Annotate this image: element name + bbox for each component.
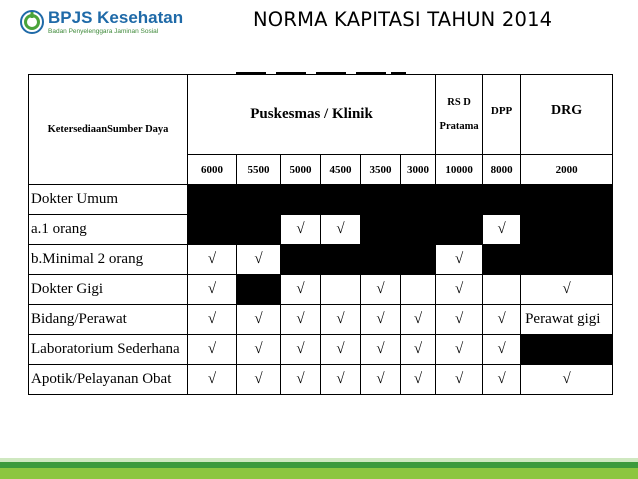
- rate-header: 10000: [436, 155, 483, 185]
- check-cell: √: [436, 305, 483, 335]
- row-label: Bidang/Perawat: [29, 305, 188, 335]
- rate-header: 4500: [321, 155, 361, 185]
- bpjs-emblem-icon: [20, 10, 44, 34]
- rate-header: 3000: [401, 155, 436, 185]
- check-cell: √: [521, 365, 613, 395]
- check-cell: √: [401, 365, 436, 395]
- capitation-table: [28, 74, 613, 395]
- check-cell: √: [483, 215, 521, 245]
- rsd-pratama-header: [436, 75, 483, 155]
- check-cell: √: [188, 335, 237, 365]
- blocked-cell: [188, 185, 237, 215]
- check-cell: √: [237, 305, 281, 335]
- table-body: [29, 185, 613, 395]
- check-cell: √: [281, 275, 321, 305]
- logo-name: BPJS Kesehatan: [48, 8, 184, 27]
- check-cell: √: [361, 335, 401, 365]
- check-cell: √: [281, 365, 321, 395]
- rate-header: 6000: [188, 155, 237, 185]
- blocked-cell: [321, 185, 361, 215]
- check-cell: √: [436, 245, 483, 275]
- check-cell: √: [401, 305, 436, 335]
- check-cell: √: [188, 305, 237, 335]
- blocked-cell: [281, 185, 321, 215]
- check-cell: √: [436, 275, 483, 305]
- empty-cell: [321, 275, 361, 305]
- blocked-cell: [237, 275, 281, 305]
- empty-cell: [483, 275, 521, 305]
- check-cell: √: [281, 305, 321, 335]
- table-row: [29, 185, 613, 215]
- check-cell: √: [483, 305, 521, 335]
- row-label: Apotik/Pelayanan Obat: [29, 365, 188, 395]
- blocked-cell: [401, 185, 436, 215]
- blocked-cell: [237, 185, 281, 215]
- blocked-cell: [483, 185, 521, 215]
- text-cell: Perawat gigi: [521, 305, 613, 335]
- puskesmas-header: Puskesmas / Klinik: [188, 75, 436, 155]
- blocked-cell: [401, 215, 436, 245]
- check-cell: √: [436, 335, 483, 365]
- blocked-cell: [321, 245, 361, 275]
- drg-header: DRG: [521, 75, 613, 155]
- row-label: b.Minimal 2 orang: [29, 245, 188, 275]
- check-cell: √: [361, 365, 401, 395]
- rate-header: 3500: [361, 155, 401, 185]
- check-cell: √: [361, 275, 401, 305]
- check-cell: √: [188, 245, 237, 275]
- blocked-cell: [483, 245, 521, 275]
- table-row: [29, 245, 613, 275]
- check-cell: √: [483, 365, 521, 395]
- check-cell: √: [281, 335, 321, 365]
- table-row: [29, 275, 613, 305]
- check-cell: √: [237, 245, 281, 275]
- check-cell: √: [436, 365, 483, 395]
- check-cell: √: [321, 335, 361, 365]
- rate-header: 2000: [521, 155, 613, 185]
- blocked-cell: [281, 245, 321, 275]
- blocked-cell: [521, 215, 613, 245]
- rsd-line2: Pratama: [439, 120, 479, 132]
- check-cell: √: [361, 305, 401, 335]
- blocked-cell: [521, 335, 613, 365]
- row-label: Dokter Gigi: [29, 275, 188, 305]
- bpjs-logo: [20, 6, 200, 40]
- blocked-cell: [188, 215, 237, 245]
- blocked-cell: [436, 185, 483, 215]
- rate-header: 5500: [237, 155, 281, 185]
- row-label: a.1 orang: [29, 215, 188, 245]
- check-cell: √: [188, 275, 237, 305]
- blocked-cell: [436, 215, 483, 245]
- check-cell: √: [321, 215, 361, 245]
- check-cell: √: [321, 365, 361, 395]
- check-cell: √: [237, 335, 281, 365]
- table-row: [29, 335, 613, 365]
- table-row: [29, 305, 613, 335]
- resource-header: KetersediaanSumber Daya: [29, 75, 188, 185]
- logo-subtext: Badan Penyelenggara Jaminan Sosial: [48, 28, 159, 35]
- check-cell: √: [188, 365, 237, 395]
- blocked-cell: [521, 185, 613, 215]
- blocked-cell: [237, 215, 281, 245]
- empty-cell: [401, 275, 436, 305]
- rate-header: 8000: [483, 155, 521, 185]
- blocked-cell: [361, 215, 401, 245]
- row-label: Dokter Umum: [29, 185, 188, 215]
- blocked-cell: [361, 245, 401, 275]
- rate-header: 5000: [281, 155, 321, 185]
- check-cell: √: [521, 275, 613, 305]
- check-cell: √: [237, 365, 281, 395]
- check-cell: √: [281, 215, 321, 245]
- footer-stripe: [0, 458, 638, 479]
- rsd-line1: RS D: [447, 96, 471, 108]
- dpp-header: DPP: [483, 75, 521, 155]
- table-row: [29, 215, 613, 245]
- blocked-cell: [521, 245, 613, 275]
- check-cell: √: [401, 335, 436, 365]
- check-cell: √: [321, 305, 361, 335]
- check-cell: √: [483, 335, 521, 365]
- blocked-cell: [401, 245, 436, 275]
- blocked-cell: [361, 185, 401, 215]
- table-row: [29, 365, 613, 395]
- page-title: NORMA KAPITASI TAHUN 2014: [253, 8, 553, 31]
- header-row: [29, 75, 613, 155]
- row-label: Laboratorium Sederhana: [29, 335, 188, 365]
